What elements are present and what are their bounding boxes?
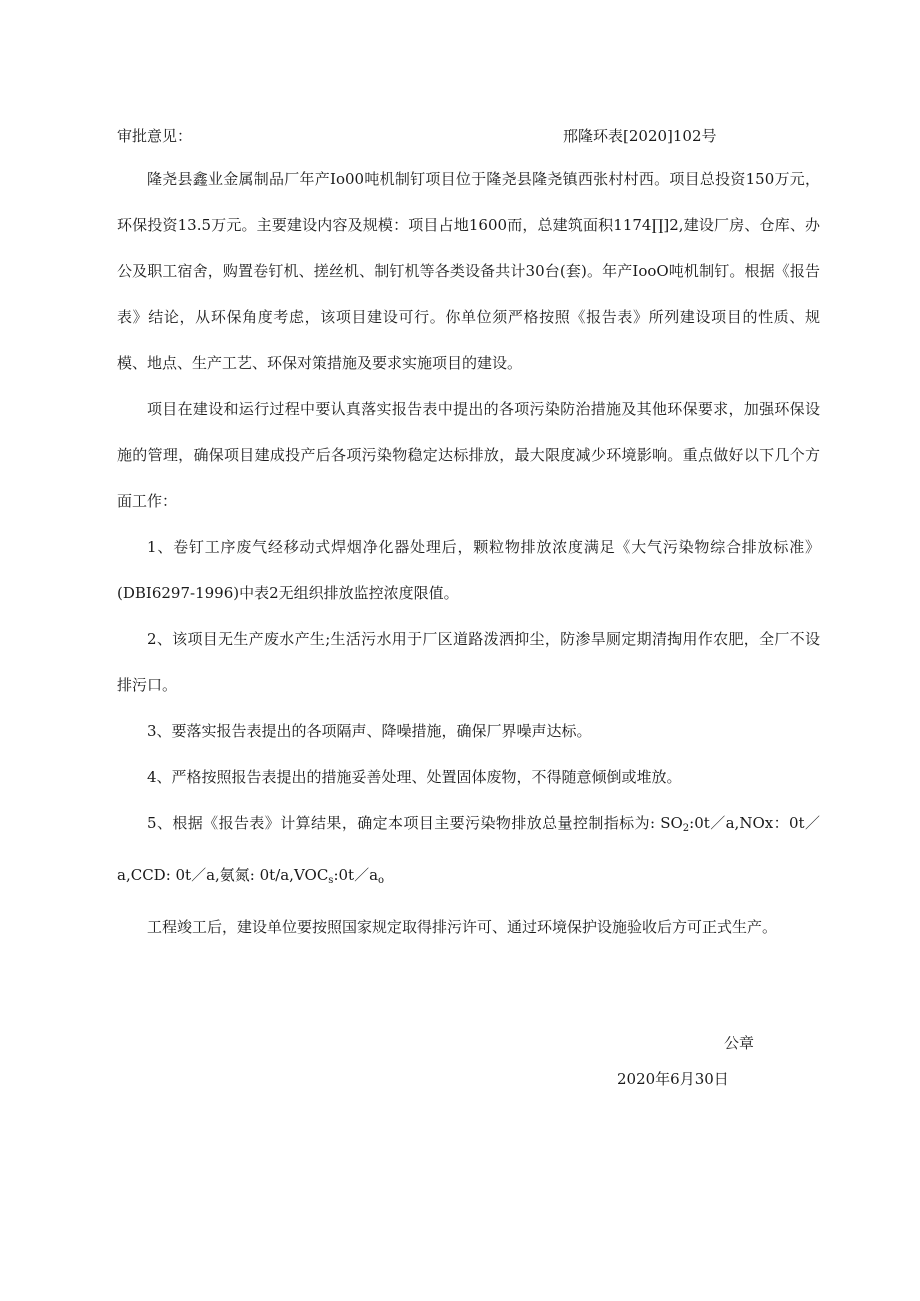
paragraph-item-5 [117,800,820,904]
paragraph-completion: 工程竣工后，建设单位要按照国家规定取得排污许可、通过环境保护设施验收后方可正式生产。 [147,918,778,936]
paragraph-item-1: 1、卷钉工序废气经移动式焊烟净化器处理后，颗粒物排放浓度满足《大气污染物综合排放标准》(DBI6297-1996)中表2无组织排放监控浓度限值。 [117,538,820,602]
approval-opinion-label: 审批意见： [117,127,193,145]
item-5-subscript-so2: 2 [682,823,690,834]
paragraph-requirements-intro: 项目在建设和运行过程中要认真落实报告表中提出的各项污染防治措施及其他环保要求，加强环保设施的管理，确保项目建成投产后各项污染物稳定达标排放，最大限度减少环境影响。重点做好以下几个方面工作： [117,400,820,510]
paragraph-item-4: 4、严格按照报告表提出的措施妥善处理、处置固体废物，不得随意倾倒或堆放。 [147,768,682,786]
item-5-text-c: :0t／a [333,866,379,884]
item-5-text-a: 5、根据《报告表》计算结果，确定本项目主要污染物排放总量控制指标为: SO [147,814,683,832]
paragraph-item-3: 3、要落实报告表提出的各项隔声、降噪措施，确保厂界噪声达标。 [147,722,592,740]
paragraph-project-overview: 隆尧县鑫业金属制品厂年产Io00吨机制钉项目位于隆尧县隆尧镇西张村村西。项目总投资150万元，环保投资13.5万元。主要建设内容及规模：项目占地1600而，总建筑面积1174∏]2,建设厂房、仓库、办公及职工宿舍，购置卷钉机、搓丝机、制钉机等各类设备共计30台(套)。年产IooO吨机制钉。根据《报告表》结论，从环保角度考虑，该项目建设可行。你单位须严格按照《报告表》所列建设项目的性质、规模、地点、生产工艺、环保对策措施及要求实施项目的建设。 [117,170,820,372]
document-body [117,156,820,950]
official-seal-label: 公章 [724,1034,755,1052]
paragraph-item-2: 2、该项目无生产废水产生;生活污水用于厂区道路泼洒抑尘，防渗旱厕定期清掏用作农肥，全厂不设排污口。 [117,630,820,694]
item-5-subscript-end: o [378,875,385,886]
document-number: 邢隆环表[2020]102号 [563,127,717,145]
document-header [117,124,817,148]
item-5-subscript-voc: s [328,875,334,886]
document-date: 2020年6月30日 [617,1070,729,1088]
item-5-text-b: :0t／a,NOx：0t／a,CCD: 0t／a,氨氮: 0t/a,VOC [117,814,820,884]
